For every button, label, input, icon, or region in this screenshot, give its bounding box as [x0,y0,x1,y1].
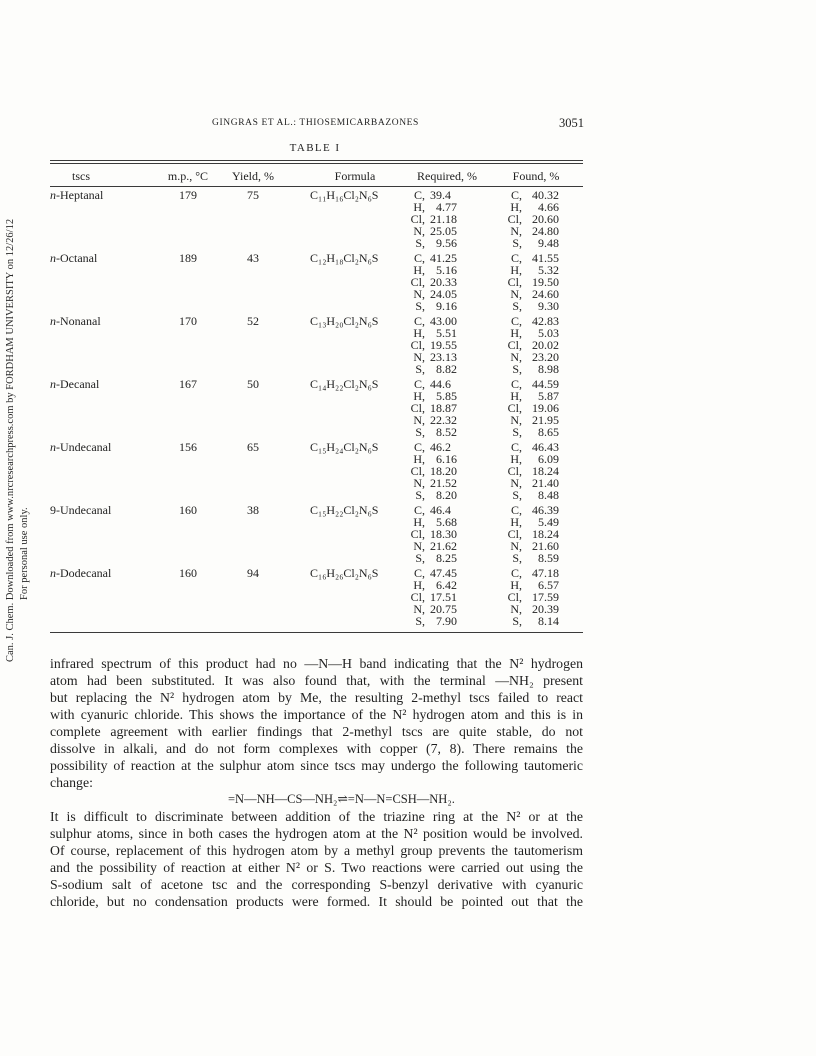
element-label: H, [510,326,522,340]
analysis-value: 8.20 [436,488,457,502]
analysis-line [398,426,457,438]
element-label: Cl, [507,464,522,478]
table-row [0,189,816,251]
analysis-value: 5.85 [436,389,457,403]
analysis-value: 39.4 [430,188,451,202]
tscs-cell [50,189,103,201]
text-line: atom had been substituted. It was also found that, with the terminal —NH₂ present [50,673,583,688]
text-line: with cyanuric chloride. This shows the importance of the N² hydrogen atom and this is in [50,707,583,722]
analysis-value: 4.66 [538,200,559,214]
required-analysis [398,567,457,627]
analysis-value: 17.59 [532,590,559,604]
tscs-prefix: n [50,440,56,454]
table-row [0,504,816,566]
element-label: C, [510,503,522,517]
element-label: C, [510,440,522,454]
element-label: C, [413,188,425,202]
analysis-value: 20.60 [532,212,559,226]
tscs-name: 9-Undecanal [50,503,112,517]
tscs-name: -Undecanal [56,440,112,454]
element-label: H, [413,200,425,214]
element-label: N, [510,287,522,301]
analysis-value: 5.03 [538,326,559,340]
element-label: H, [510,263,522,277]
formula: C₁₆H₂₆Cl₂N₆S [310,566,379,580]
found-analysis [495,252,559,312]
formula: C₁₃H₂₀Cl₂N₆S [310,314,379,328]
analysis-value: 47.45 [430,566,457,580]
analysis-line [398,237,457,249]
text-line: S-sodium salt of acetone tsc and the corresponding S-benzyl derivative with cyanuric [50,877,583,892]
element-label: Cl, [507,275,522,289]
tscs-cell [50,378,99,390]
tscs-name: -Heptanal [56,188,104,202]
melting-point: 179 [179,188,197,202]
element-label: N, [413,539,425,553]
element-label: S, [512,236,522,250]
element-label: Cl, [410,401,425,415]
formula: C₁₄H₂₂Cl₂N₆S [310,377,379,391]
element-label: Cl, [507,527,522,541]
running-title: GINGRAS ET AL.: THIOSEMICARBAZONES [212,118,419,128]
download-notice: Can. J. Chem. Downloaded from www.nrcresearchpress.com by FORDHAM UNIVERSITY on 12/26/12 [5,218,16,662]
analysis-value: 8.59 [538,551,559,565]
element-label: S, [512,551,522,565]
analysis-value: 24.60 [532,287,559,301]
analysis-value: 44.6 [430,377,451,391]
required-analysis [398,315,457,375]
analysis-value: 47.18 [532,566,559,580]
text-line: but replacing the N² hydrogen atom by Me, the resulting 2-methyl tscs failed to react [50,690,583,705]
melting-point: 156 [179,440,197,454]
column-header-tscs: tscs [72,169,90,183]
analysis-value: 18.24 [532,527,559,541]
analysis-line [398,300,457,312]
analysis-value: 20.02 [532,338,559,352]
element-label: C, [413,503,425,517]
element-label: H, [510,200,522,214]
analysis-value: 8.98 [538,362,559,376]
element-label: H, [413,326,425,340]
element-label: H, [413,578,425,592]
analysis-value: 46.4 [430,503,451,517]
element-label: N, [413,350,425,364]
analysis-value: 8.25 [436,551,457,565]
required-analysis [398,189,457,249]
analysis-value: 5.16 [436,263,457,277]
analysis-line [495,300,559,312]
found-analysis [495,504,559,564]
formula: C₁₅H₂₂Cl₂N₆S [310,503,379,517]
element-label: H, [510,578,522,592]
melting-point: 160 [179,503,197,517]
required-analysis [398,252,457,312]
analysis-value: 21.40 [532,476,559,490]
element-label: Cl, [410,590,425,604]
element-label: C, [413,566,425,580]
element-label: C, [413,377,425,391]
element-label: C, [510,188,522,202]
element-label: N, [510,539,522,553]
element-label: Cl, [507,338,522,352]
formula: C₁₅H₂₄Cl₂N₆S [310,440,379,454]
body-text [50,655,583,910]
element-label: N, [510,413,522,427]
melting-point: 160 [179,566,197,580]
found-analysis [495,441,559,501]
element-label: H, [413,263,425,277]
yield: 52 [247,314,259,328]
element-label: N, [510,350,522,364]
element-label: C, [510,377,522,391]
table-row [0,567,816,629]
analysis-value: 9.56 [436,236,457,250]
required-analysis [398,504,457,564]
melting-point: 167 [179,377,197,391]
analysis-value: 8.65 [538,425,559,439]
element-label: Cl, [507,212,522,226]
required-analysis [398,441,457,501]
analysis-value: 18.24 [532,464,559,478]
analysis-value: 41.55 [532,251,559,265]
analysis-value: 5.32 [538,263,559,277]
table-row [0,315,816,377]
element-label: H, [510,452,522,466]
analysis-value: 7.90 [436,614,457,628]
analysis-value: 8.48 [538,488,559,502]
analysis-value: 4.77 [436,200,457,214]
element-label: S, [512,299,522,313]
table-row [0,378,816,440]
found-analysis [495,567,559,627]
element-label: Cl, [410,527,425,541]
formula: C₁₂H₁₈Cl₂N₆S [310,251,379,265]
element-label: N, [413,476,425,490]
element-label: Cl, [410,338,425,352]
element-label: C, [413,251,425,265]
text-line: sulphur atoms, since in both cases the hydrogen atom at the N² position would be involved. [50,826,583,841]
analysis-line [398,489,457,501]
analysis-value: 19.50 [532,275,559,289]
text-line: infrared spectrum of this product had no —N—H band indicating that the N² hydrogen [50,656,583,671]
analysis-value: 44.59 [532,377,559,391]
analysis-value: 40.32 [532,188,559,202]
analysis-line [495,489,559,501]
analysis-value: 21.95 [532,413,559,427]
element-label: Cl, [507,590,522,604]
analysis-value: 19.55 [430,338,457,352]
element-label: Cl, [410,275,425,289]
table-row [0,252,816,314]
text-line: complete agreement with earlier findings that 2-methyl tscs are quite stable, do not [50,724,583,739]
found-analysis [495,189,559,249]
tscs-cell [50,504,111,516]
analysis-value: 21.18 [430,212,457,226]
yield: 94 [247,566,259,580]
element-label: Cl, [410,212,425,226]
analysis-value: 24.80 [532,224,559,238]
text-line: It is difficult to discriminate between addition of the triazine ring at the N² or at the [50,809,583,824]
tscs-prefix: n [50,566,56,580]
table-row [0,441,816,503]
found-analysis [495,315,559,375]
analysis-line [495,237,559,249]
analysis-value: 6.42 [436,578,457,592]
element-label: C, [510,566,522,580]
element-label: N, [510,224,522,238]
yield: 65 [247,440,259,454]
element-label: H, [510,389,522,403]
analysis-line [495,615,559,627]
text-line: Of course, replacement of this hydrogen atom by a methyl group prevents the tautomerism [50,843,583,858]
analysis-value: 22.32 [430,413,457,427]
analysis-line [398,615,457,627]
tscs-name: -Nonanal [56,314,101,328]
tscs-prefix: n [50,251,56,265]
analysis-line [495,426,559,438]
element-label: H, [413,515,425,529]
element-label: N, [413,224,425,238]
analysis-value: 6.09 [538,452,559,466]
table-top-rule [50,160,583,161]
analysis-value: 20.75 [430,602,457,616]
paragraph-1 [50,655,583,791]
column-header-found: Found, % [512,169,560,183]
paragraph-2 [50,808,583,910]
tscs-cell [50,315,101,327]
analysis-line [398,552,457,564]
table-header-rule [50,186,583,187]
element-label: S, [415,614,425,628]
analysis-value: 5.87 [538,389,559,403]
tscs-cell [50,252,97,264]
analysis-value: 24.05 [430,287,457,301]
element-label: Cl, [410,464,425,478]
analysis-line [495,363,559,375]
element-label: H, [413,452,425,466]
element-label: N, [510,602,522,616]
tscs-name: -Decanal [56,377,100,391]
element-label: S, [415,425,425,439]
text-line: possibility of reaction at the sulphur atom since tscs may undergo the following tautomeric [50,758,583,773]
analysis-value: 18.20 [430,464,457,478]
tscs-prefix: n [50,314,56,328]
element-label: S, [512,425,522,439]
analysis-line [398,363,457,375]
tscs-cell [50,441,111,453]
analysis-value: 23.13 [430,350,457,364]
analysis-value: 5.68 [436,515,457,529]
element-label: S, [415,551,425,565]
analysis-value: 9.16 [436,299,457,313]
element-label: N, [413,287,425,301]
element-label: S, [415,488,425,502]
element-label: H, [510,515,522,529]
analysis-value: 21.52 [430,476,457,490]
analysis-value: 41.25 [430,251,457,265]
element-label: C, [413,314,425,328]
analysis-value: 43.00 [430,314,457,328]
column-header-formula: Formula [334,169,376,183]
analysis-value: 6.57 [538,578,559,592]
analysis-value: 9.30 [538,299,559,313]
melting-point: 170 [179,314,197,328]
element-label: H, [413,389,425,403]
required-analysis [398,378,457,438]
analysis-value: 42.83 [532,314,559,328]
element-label: C, [413,440,425,454]
yield: 75 [247,188,259,202]
element-label: S, [512,362,522,376]
element-label: Cl, [507,401,522,415]
analysis-value: 8.14 [538,614,559,628]
analysis-value: 8.52 [436,425,457,439]
analysis-value: 46.43 [532,440,559,454]
analysis-value: 25.05 [430,224,457,238]
element-label: S, [512,488,522,502]
column-header-required: Required, % [417,169,477,183]
element-label: S, [415,299,425,313]
analysis-value: 17.51 [430,590,457,604]
element-label: C, [510,251,522,265]
analysis-value: 18.87 [430,401,457,415]
page-number: 3051 [559,116,584,130]
personal-use-notice: For personal use only. [19,507,30,600]
analysis-value: 9.48 [538,236,559,250]
text-line: dissolve in alkali, and do not form complexes with copper (7, 8). There remains the [50,741,583,756]
table-top-rule-2 [50,163,583,164]
text-line: and the possibility of reaction at either N² or S. Two reactions were carried out using the [50,860,583,875]
element-label: N, [413,413,425,427]
yield: 50 [247,377,259,391]
formula: C₁₁H₁₆Cl₂N₆S [310,188,379,202]
yield: 38 [247,503,259,517]
melting-point: 189 [179,251,197,265]
tscs-cell [50,567,111,579]
tautomerism-equation: =N—NH—CS—NH₂⇌=N—N=CSH—NH₂. [228,792,455,806]
tscs-name: -Octanal [56,251,98,265]
element-label: S, [512,614,522,628]
element-label: N, [510,476,522,490]
yield: 43 [247,251,259,265]
element-label: S, [415,362,425,376]
analysis-value: 5.49 [538,515,559,529]
tscs-prefix: n [50,188,56,202]
table-title: TABLE I [289,142,341,154]
analysis-value: 46.2 [430,440,451,454]
column-header-mp: m.p., °C [167,169,209,183]
analysis-value: 20.33 [430,275,457,289]
element-label: N, [413,602,425,616]
analysis-value: 19.06 [532,401,559,415]
analysis-value: 5.51 [436,326,457,340]
element-label: C, [510,314,522,328]
tscs-prefix: n [50,377,56,391]
element-label: S, [415,236,425,250]
analysis-value: 20.39 [532,602,559,616]
text-line: chloride, but no condensation products were formed. It should be pointed out that the [50,894,583,909]
analysis-value: 18.30 [430,527,457,541]
analysis-value: 21.60 [532,539,559,553]
tscs-name: -Dodecanal [56,566,112,580]
text-line: change: [50,775,93,790]
table-bottom-rule [50,632,583,633]
analysis-value: 46.39 [532,503,559,517]
analysis-line [495,552,559,564]
analysis-value: 21.62 [430,539,457,553]
analysis-value: 23.20 [532,350,559,364]
column-header-yield: Yield, % [232,169,274,183]
found-analysis [495,378,559,438]
analysis-value: 8.82 [436,362,457,376]
analysis-value: 6.16 [436,452,457,466]
